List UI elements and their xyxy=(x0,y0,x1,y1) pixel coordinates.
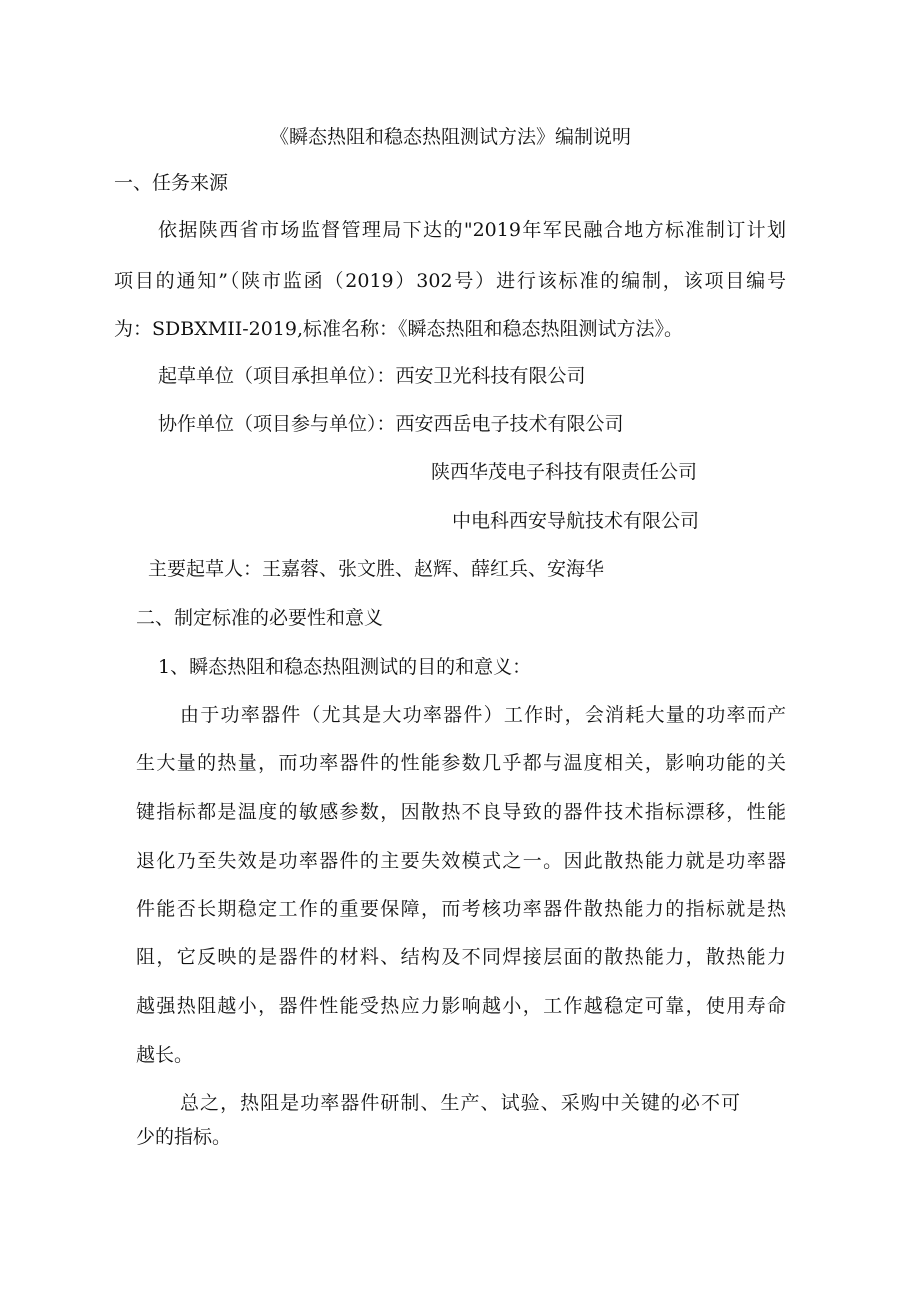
main-drafters: 主要起草人：王嘉蓉、张文胜、赵辉、薛红兵、安海华 xyxy=(148,558,605,580)
section-1-para-line-3: 为：SDBXMII-2019,标准名称：《瞬态热阻和稳态热阻测试方法》。 xyxy=(114,318,684,340)
section-2-heading: 二、制定标准的必要性和意义 xyxy=(136,607,384,629)
section-2-para-line-8: 越长。 xyxy=(136,1044,194,1066)
summary-line-2: 少的指标。 xyxy=(136,1126,232,1148)
cooperating-unit-3: 中电科西安导航技术有限公司 xyxy=(452,510,700,532)
section-2-subheading: 1、瞬态热阻和稳态热阻测试的目的和意义： xyxy=(158,656,532,678)
section-2-para-line-6: 阻，它反映的是器件的材料、结构及不同焊接层面的散热能力，散热能力 xyxy=(136,946,786,968)
summary-line-1: 总之，热阻是功率器件研制、生产、试验、采购中关键的必不可 xyxy=(180,1092,740,1114)
section-2-para-line-1: 由于功率器件（尤其是大功率器件）工作时，会消耗大量的功率而产 xyxy=(180,704,786,726)
section-2-para-line-3: 键指标都是温度的敏感参数，因散热不良导致的器件技术指标漂移，性能 xyxy=(136,801,786,823)
section-2-para-line-4: 退化乃至失效是功率器件的主要失效模式之一。因此散热能力就是功率器 xyxy=(136,850,786,872)
document-title: 《瞬态热阻和稳态热阻测试方法》编制说明 xyxy=(270,126,632,148)
section-2-para-line-5: 件能否长期稳定工作的重要保障，而考核功率器件散热能力的指标就是热 xyxy=(136,898,786,920)
cooperating-unit: 协作单位（项目参与单位）：西安西岳电子技术有限公司 xyxy=(158,413,624,435)
section-2-para-line-7: 越强热阻越小，器件性能受热应力影响越小，工作越稳定可靠，使用寿命 xyxy=(136,995,786,1017)
section-1-para-line-1: 依据陕西省市场监督管理局下达的"2019年军民融合地方标准制订计划 xyxy=(158,219,786,241)
cooperating-unit-2: 陕西华茂电子科技有限责任公司 xyxy=(431,461,698,483)
section-1-heading: 一、任务来源 xyxy=(114,172,229,194)
section-2-para-line-2: 生大量的热量，而功率器件的性能参数几乎都与温度相关，影响功能的关 xyxy=(136,752,786,774)
section-1-para-line-2: 项目的通知”（陕市监函（2019）302号）进行该标准的编制，该项目编号 xyxy=(114,270,786,292)
drafting-unit: 起草单位（项目承担单位）：西安卫光科技有限公司 xyxy=(158,365,586,387)
